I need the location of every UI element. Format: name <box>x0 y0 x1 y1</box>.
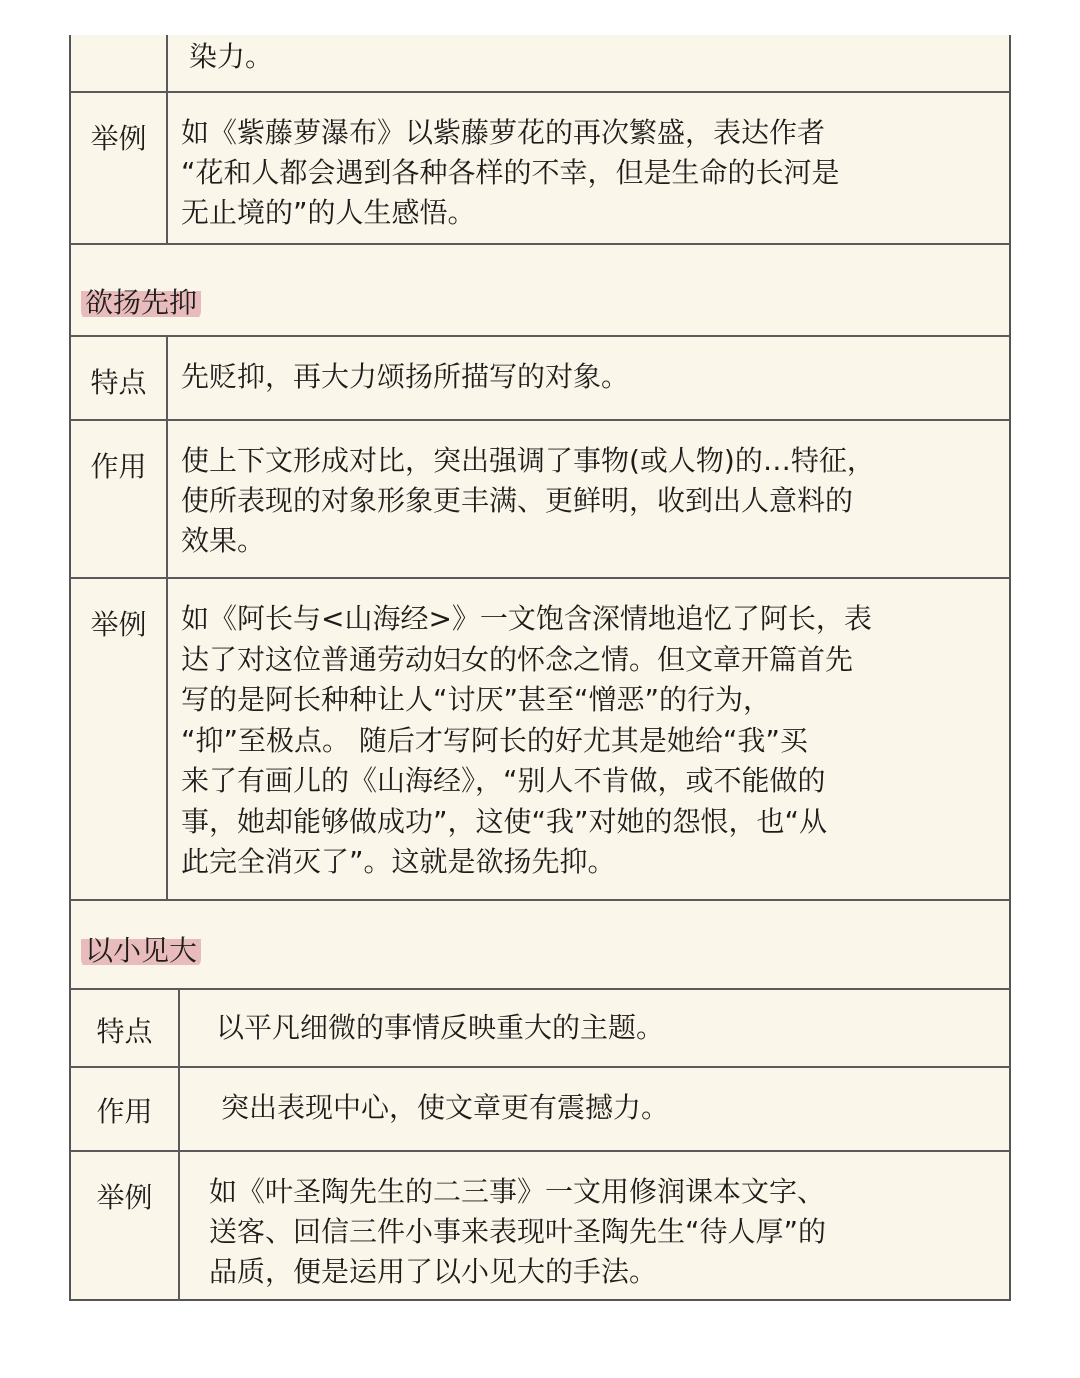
row-label: 举例 <box>71 579 168 899</box>
table-row-feature <box>71 337 1009 421</box>
text-line: 品质，便是运用了以小见大的手法。 <box>209 1255 658 1288</box>
table-row-example <box>71 1152 1009 1301</box>
text-line: 染力。 <box>189 40 274 73</box>
row-content <box>189 35 999 77</box>
row-content <box>181 579 999 883</box>
text-line: 事，她却能够做成功”，这使“我”对她的怨恨，也“从 <box>181 804 828 838</box>
section-title: 以小见大 <box>81 929 201 969</box>
row-content <box>181 337 999 397</box>
row-content <box>209 1152 999 1292</box>
text-line: 效果。 <box>181 524 266 557</box>
text-line: “花和人都会遇到各种各样的不幸，但是生命的长河是 <box>181 156 840 189</box>
row-label: 作用 <box>71 421 168 577</box>
section-header-yuyangxianyi <box>71 245 1009 337</box>
notes-table <box>69 35 1011 1301</box>
row-content <box>181 93 999 233</box>
text-line: 如《紫藤萝瀑布》以紫藤萝花的再次繁盛，表达作者 <box>181 116 826 149</box>
row-label: 特点 <box>71 337 168 419</box>
table-row-feature <box>71 990 1009 1068</box>
table-row-function <box>71 421 1009 579</box>
row-content <box>221 1068 999 1128</box>
row-label: 举例 <box>71 93 168 243</box>
text-line: 写的是阿长种种让人“讨厌”甚至“憎恶”的行为， <box>181 683 772 716</box>
table-row-example <box>71 93 1009 245</box>
section-title: 欲扬先抑 <box>81 281 201 321</box>
row-content <box>181 421 999 561</box>
table-row-continuation <box>71 35 1009 93</box>
row-label: 举例 <box>71 1152 180 1301</box>
text-line: 先贬抑，再大力颂扬所描写的对象。 <box>181 360 630 393</box>
row-label-empty <box>71 35 168 91</box>
text-line: 达了对这位普通劳动妇女的怀念之情。但文章开篇首先 <box>181 642 854 676</box>
row-label: 特点 <box>71 990 180 1066</box>
section-header-yixiaojianda <box>71 901 1009 990</box>
text-line: 使上下文形成对比，突出强调了事物(或人物)的…特征， <box>181 444 875 477</box>
text-line: 突出表现中心，使文章更有震撼力。 <box>221 1091 670 1124</box>
text-line: 无止境的”的人生感悟。 <box>181 196 476 229</box>
row-content <box>216 990 999 1048</box>
text-line: “抑”至极点。 随后才写阿长的好尤其是她给“我”买 <box>181 723 808 757</box>
row-label: 作用 <box>71 1068 180 1150</box>
text-line: 使所表现的对象形象更丰满、更鲜明，收到出人意料的 <box>181 484 854 517</box>
text-line: 如《叶圣陶先生的二三事》一文用修润课本文字、 <box>209 1175 826 1208</box>
text-line: 以平凡细微的事情反映重大的主题。 <box>216 1011 665 1044</box>
text-line: 此完全消灭了”。这就是欲扬先抑。 <box>181 845 616 878</box>
table-row-example <box>71 579 1009 901</box>
text-line: 送客、回信三件小事来表现叶圣陶先生“待人厚”的 <box>209 1215 827 1248</box>
table-row-function <box>71 1068 1009 1152</box>
text-line: 如《阿长与<山海经>》一文饱含深情地追忆了阿长，表 <box>181 602 872 635</box>
text-line: 来了有画儿的《山海经》，“别人不肯做，或不能做的 <box>181 764 826 797</box>
